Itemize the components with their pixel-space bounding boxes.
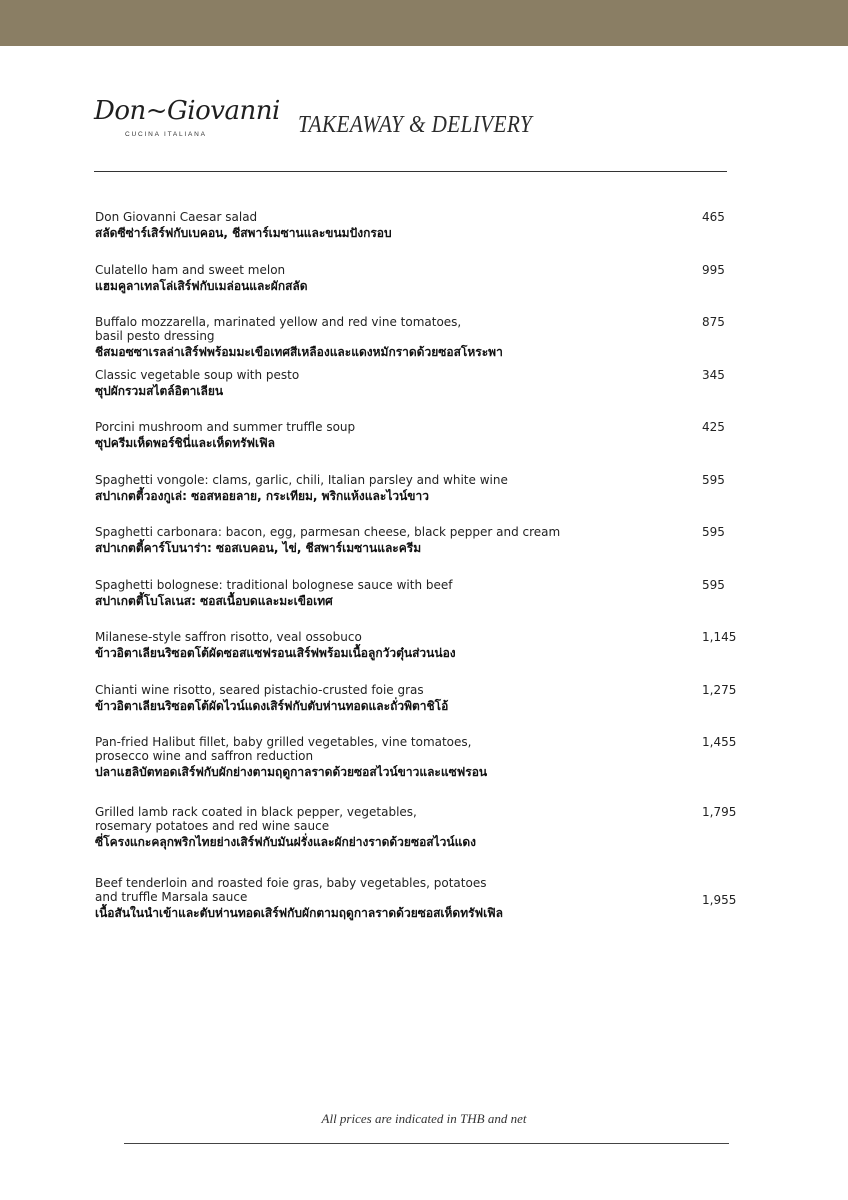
dish-name-en: Spaghetti carbonara: bacon, egg, parmesan cheese, black pepper and cream — [95, 525, 561, 539]
menu-item — [95, 473, 755, 505]
menu-item — [95, 368, 755, 400]
dish-name-en: Porcini mushroom and summer truffle soup — [95, 420, 356, 434]
dish-name-th: แฮมคูลาเทลโล่เสิร์ฟกับเมล่อนและผักสลัด — [95, 279, 308, 293]
menu-item — [95, 735, 755, 781]
dish-price: 995 — [702, 263, 725, 277]
dish-name-en: Spaghetti bolognese: traditional bolognese sauce with beef — [95, 578, 453, 592]
menu-item — [95, 578, 755, 610]
dish-name-th: ข้าวอิตาเลียนริซอตโต้ผัดซอสแซฟรอนเสิร์ฟพร้อมเนื้อลูกวัวตุ๋นส่วนน่อง — [95, 646, 456, 660]
dish-price: 1,795 — [702, 805, 737, 819]
menu-item — [95, 805, 755, 851]
dish-name-th: ชีสมอซซาเรลล่าเสิร์ฟพร้อมมะเขือเทศสีเหลืองและแดงหมักราดด้วยซอสโหระพา — [95, 345, 503, 359]
dish-name-en: Milanese-style saffron risotto, veal ossobuco — [95, 630, 362, 644]
dish-name-en: Pan-fried Halibut fillet, baby grilled vegetables, vine tomatoes, prosecco wine and saffron reduction — [95, 735, 472, 763]
top-color-band — [0, 0, 848, 46]
dish-name-th: ปลาแฮลิบัตทอดเสิร์ฟกับผักย่างตามฤดูกาลราดด้วยซอสไวน์ขาวและแซฟรอน — [95, 765, 488, 779]
menu-item — [95, 876, 755, 922]
logo-tagline: CUCINA ITALIANA — [125, 131, 207, 138]
menu-item — [95, 263, 755, 295]
dish-price: 425 — [702, 420, 725, 434]
dish-price: 1,275 — [702, 683, 737, 697]
dish-name-en: Don Giovanni Caesar salad — [95, 210, 258, 224]
header — [94, 98, 734, 158]
menu-item — [95, 315, 755, 361]
dish-price: 1,955 — [702, 893, 737, 907]
dish-price: 595 — [702, 525, 725, 539]
price-note: All prices are indicated in THB and net — [321, 1111, 527, 1126]
footer-divider — [124, 1143, 729, 1144]
header-divider — [94, 171, 727, 172]
dish-name-en: Buffalo mozzarella, marinated yellow and red vine tomatoes, basil pesto dressing — [95, 315, 462, 343]
menu-item — [95, 525, 755, 557]
menu-item — [95, 683, 755, 715]
menu-item — [95, 420, 755, 452]
dish-name-th: สปาเกตตี้วองกูเล่: ซอสหอยลาย, กระเทียม, พริกแห้งและไวน์ขาว — [95, 489, 429, 503]
dish-price: 1,145 — [702, 630, 737, 644]
dish-price: 595 — [702, 473, 725, 487]
dish-name-th: ซี่โครงแกะคลุกพริกไทยย่างเสิร์ฟกับมันฝรั่งและผักย่างราดด้วยซอสไวน์แดง — [95, 835, 476, 849]
page-title: TAKEAWAY & DELIVERY — [298, 112, 533, 138]
dish-name-th: เนื้อสันในนำเข้าและตับห่านทอดเสิร์ฟกับผักตามฤดูกาลราดด้วยซอสเห็ดทรัฟเฟิล — [95, 906, 504, 920]
logo-wordmark: Don~Giovanni — [94, 96, 280, 126]
dish-name-th: ข้าวอิตาเลียนริซอตโต้ผัดไวน์แดงเสิร์ฟกับตับห่านทอดและถั่วพิตาชิโอ้ — [95, 699, 449, 713]
dish-name-en: Culatello ham and sweet melon — [95, 263, 286, 277]
dish-name-en: Spaghetti vongole: clams, garlic, chili, Italian parsley and white wine — [95, 473, 508, 487]
dish-name-en: Chianti wine risotto, seared pistachio-crusted foie gras — [95, 683, 424, 697]
dish-name-th: สปาเกตตี้คาร์โบนาร่า: ซอสเบคอน, ไข่, ชีสพาร์เมซานและครีม — [95, 541, 422, 555]
dish-name-en: Beef tenderloin and roasted foie gras, baby vegetables, potatoes and truffle Marsala sauce — [95, 876, 487, 904]
dish-name-th: ซุปครีมเห็ดพอร์ชินี่และเห็ดทรัฟเฟิล — [95, 436, 275, 450]
dish-name-en: Grilled lamb rack coated in black pepper, vegetables, rosemary potatoes and red wine sauce — [95, 805, 417, 833]
dish-price: 1,455 — [702, 735, 737, 749]
dish-price: 875 — [702, 315, 725, 329]
dish-price: 595 — [702, 578, 725, 592]
dish-price: 465 — [702, 210, 725, 224]
dish-name-en: Classic vegetable soup with pesto — [95, 368, 300, 382]
restaurant-logo — [94, 98, 284, 146]
dish-price: 345 — [702, 368, 725, 382]
dish-name-th: สลัดซีซ่าร์เสิร์ฟกับเบคอน, ชีสพาร์เมซานและขนมปังกรอบ — [95, 226, 392, 240]
menu-item — [95, 210, 755, 242]
dish-name-th: สปาเกตตี้โบโลเนส: ซอสเนื้อบดและมะเขือเทศ — [95, 594, 333, 608]
menu-item — [95, 630, 755, 662]
dish-name-th: ซุปผักรวมสไตล์อิตาเลียน — [95, 384, 224, 398]
